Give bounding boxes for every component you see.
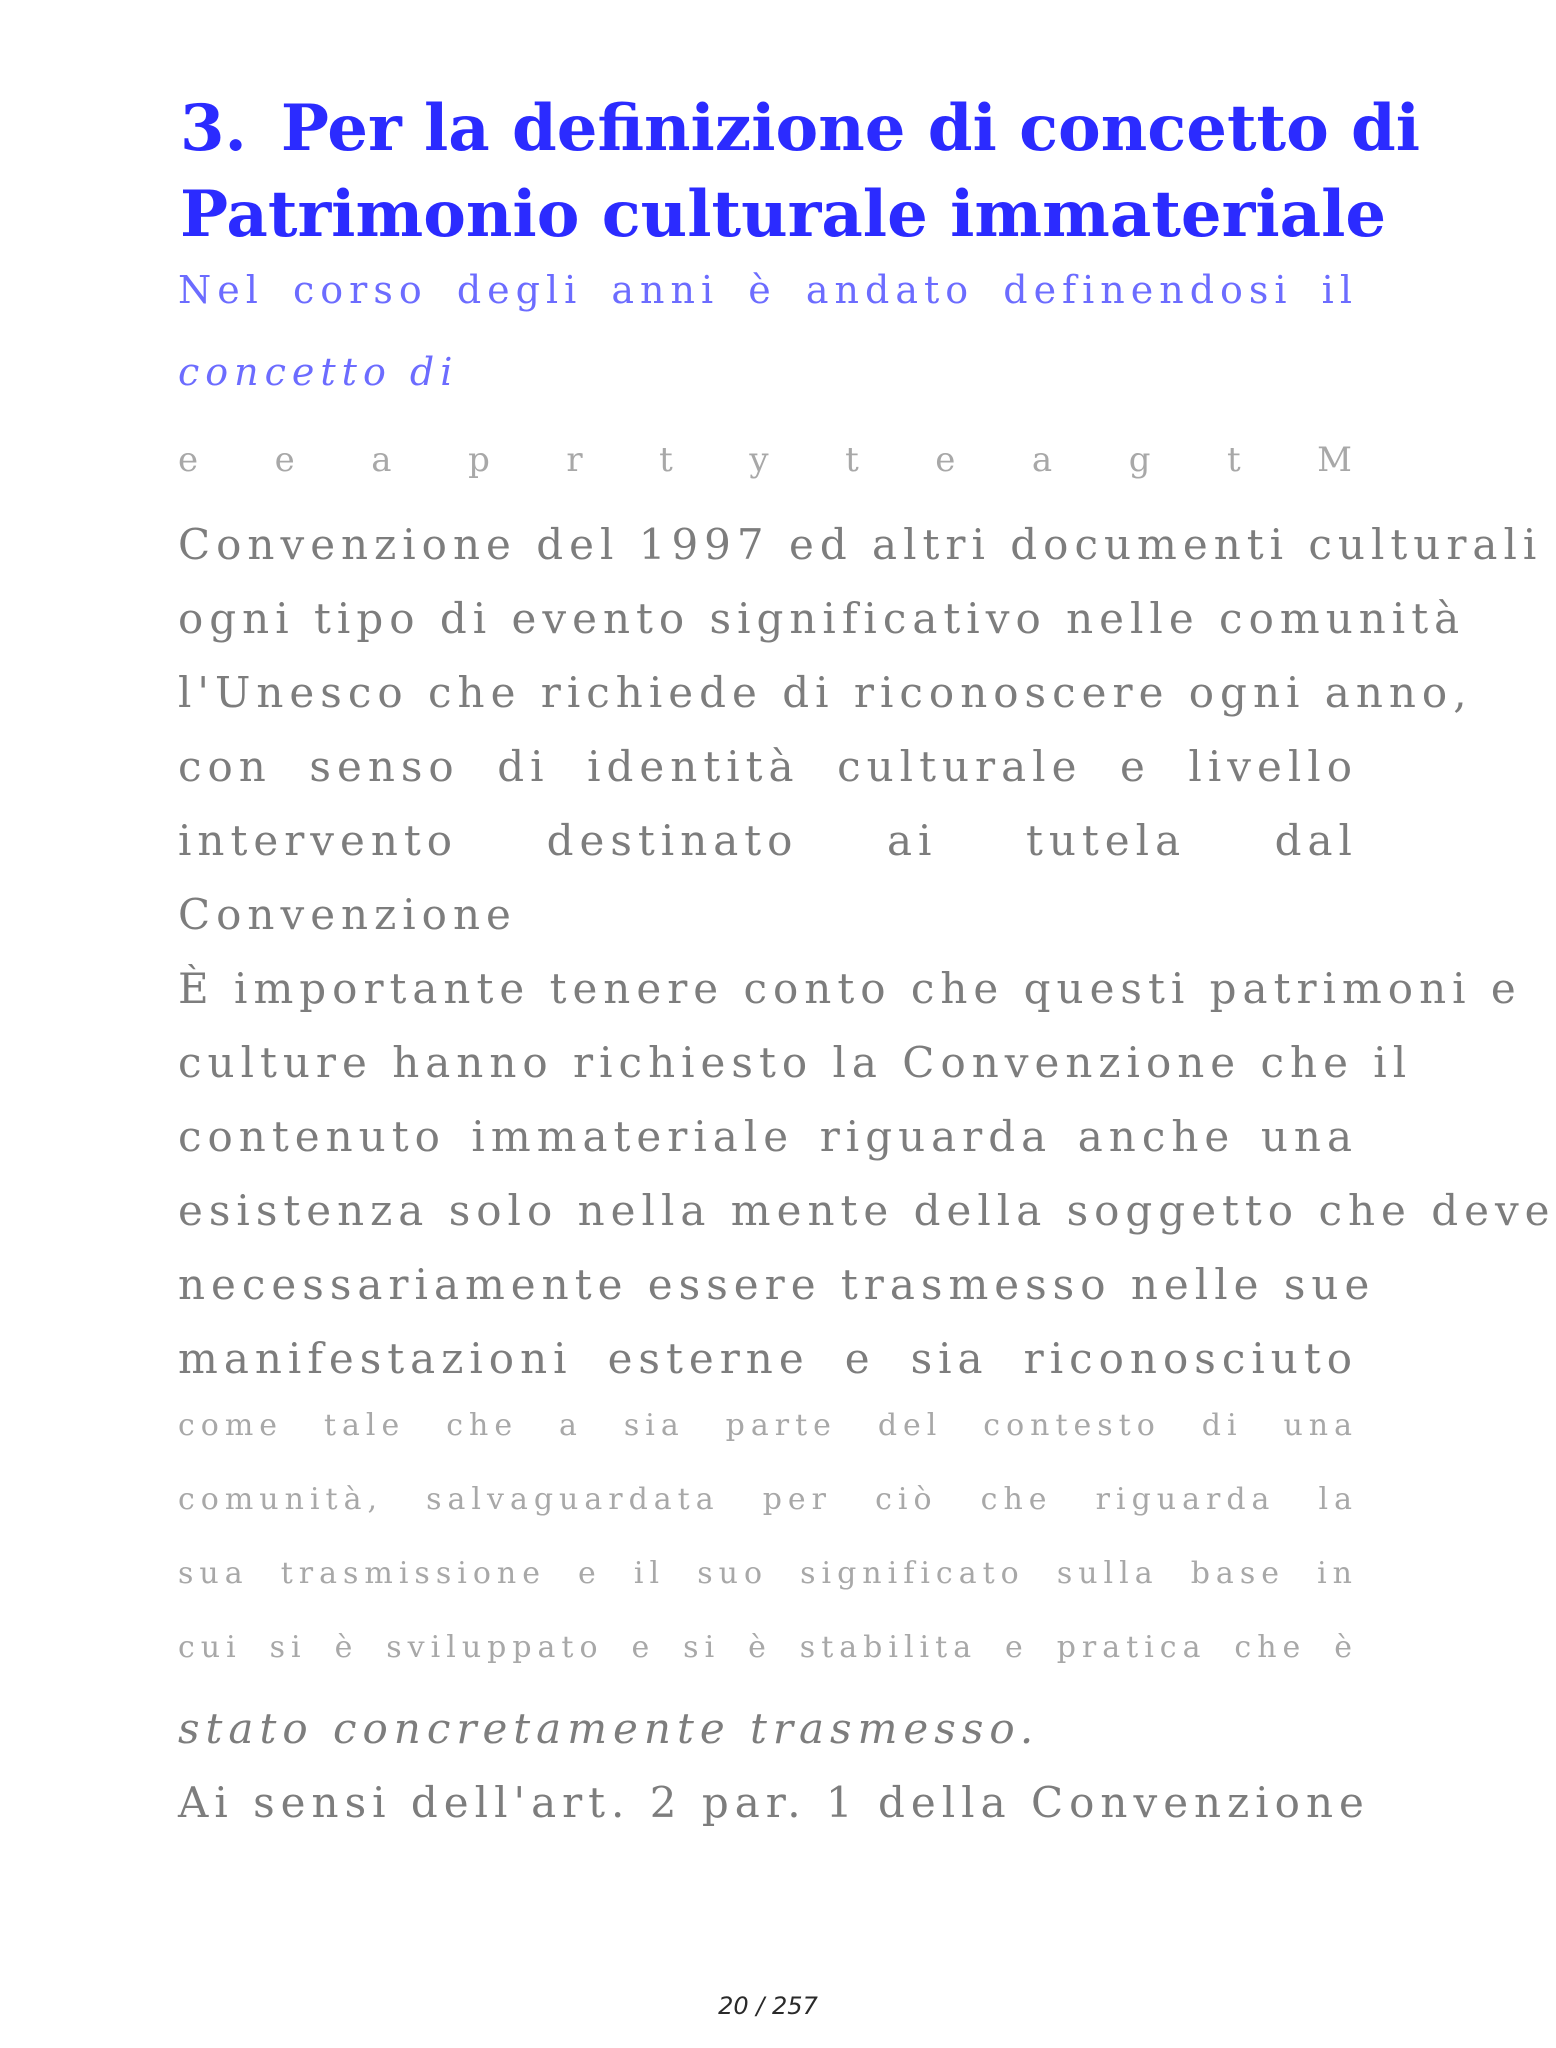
paragraph-1-line: intervento destinato ai tutela dal: [178, 816, 1358, 865]
paragraph-2-line: comunità, salvaguardata per ciò che riguarda la: [178, 1482, 1358, 1517]
page-indicator: 20 / 257: [718, 1992, 818, 2020]
paragraph-2-line: manifestazioni esterne e sia riconosciuto: [178, 1334, 1358, 1383]
paragraph-1-line: e e a p r t y t e a g t M: [178, 440, 1358, 480]
paragraph-2-line: cui si è sviluppato e si è stabilita e pratica che è: [178, 1630, 1358, 1665]
section-heading: [180, 86, 1421, 258]
paragraph-2-line: esistenza solo nella mente della soggetto che deve: [178, 1186, 1556, 1235]
paragraph-3-line: Ai sensi dell'art. 2 par. 1 della Convenzione: [178, 1778, 1370, 1827]
paragraph-2-line: come tale che a sia parte del contesto di una: [178, 1408, 1358, 1443]
section-number: 3.: [180, 91, 247, 166]
paragraph-1-line: ogni tipo di evento significativo nelle comunità: [178, 594, 1466, 643]
paragraph-1-line: l'Unesco che richiede di riconoscere ogni anno,: [178, 668, 1473, 717]
paragraph-1-line: Convenzione del 1997 ed altri documenti culturali: [178, 520, 1543, 569]
section-heading-line-1: [180, 86, 1421, 172]
paragraph-2-line: È importante tenere conto che questi patrimoni e: [178, 964, 1522, 1013]
section-title-line-1: Per la definizione di concetto di: [280, 91, 1421, 166]
paragraph-1-line: con senso di identità culturale e livello: [178, 742, 1358, 791]
paragraph-2-line: necessariamente essere trasmesso nelle sue: [178, 1260, 1376, 1309]
paragraph-1-line: Convenzione: [178, 890, 517, 939]
paragraph-2-line: contenuto immateriale riguarda anche una: [178, 1112, 1358, 1161]
section-title-line-2: Patrimonio culturale immateriale: [180, 177, 1387, 252]
paragraph-2-line: culture hanno richiesto la Convenzione che il: [178, 1038, 1413, 1087]
paragraph-2-line: sua trasmissione e il suo significato sulla base in: [178, 1556, 1358, 1591]
paragraph-2-line: stato concretamente trasmesso.: [178, 1704, 1040, 1753]
paragraph-1-line: concetto di: [178, 350, 459, 394]
paragraph-1-line: Nel corso degli anni è andato definendosi il: [178, 268, 1358, 312]
